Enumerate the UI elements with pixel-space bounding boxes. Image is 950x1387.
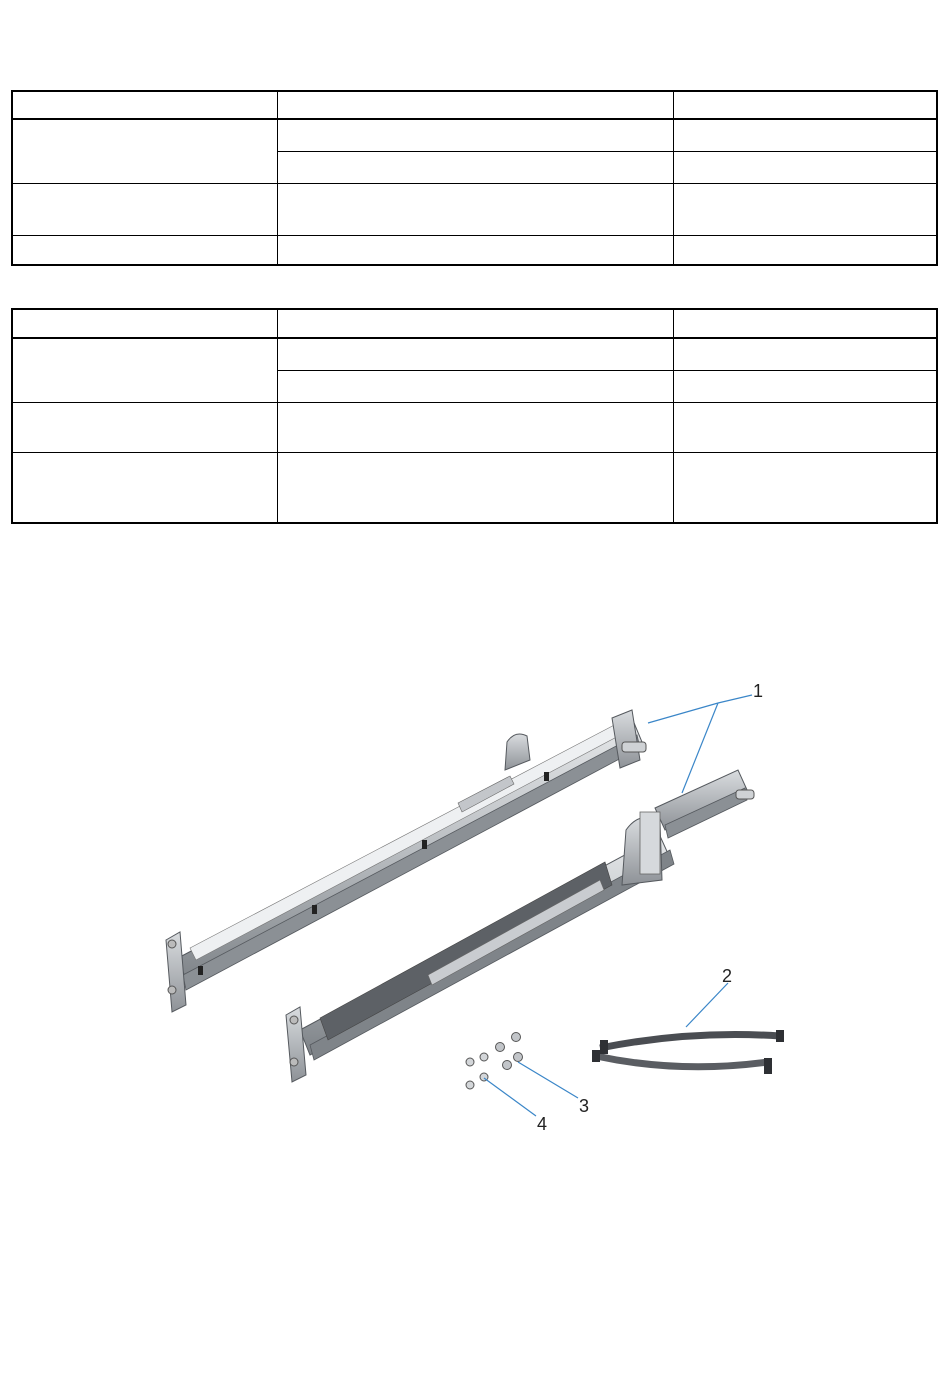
screws [496,1033,523,1070]
table-row [12,183,937,235]
table-cell [673,370,937,402]
table-cell [277,91,673,119]
table-cell [12,119,277,183]
washers [466,1053,488,1089]
table-cell [277,402,673,452]
table-cell [673,119,937,151]
table-header-row [12,309,937,338]
table-cell [673,235,937,265]
table-cell [277,119,673,151]
velcro-straps [592,1030,784,1074]
table-row [12,235,937,265]
table-cell [12,338,277,402]
table-cell [277,452,673,523]
callout-2: 2 [722,966,733,986]
table-cell [673,309,937,338]
table-header-row [12,91,937,119]
table-cell [277,183,673,235]
table-cell [277,370,673,402]
table-cell [673,402,937,452]
spec-table-1 [11,90,938,266]
rail-left [166,710,646,1012]
callout-1: 1 [753,681,764,701]
table-row [12,119,937,151]
callout-3: 3 [579,1096,590,1116]
table-cell [12,91,277,119]
table-cell [12,183,277,235]
table-row [12,338,937,370]
table-cell [673,151,937,183]
table-cell [12,452,277,523]
table-cell [12,309,277,338]
table-cell [12,235,277,265]
table-cell [12,402,277,452]
callout-4: 4 [537,1114,548,1134]
table-cell [673,183,937,235]
rail-kit-illustration [0,560,950,1180]
table-cell [673,91,937,119]
table-cell [673,452,937,523]
table-cell [277,338,673,370]
table-cell [277,151,673,183]
table-row [12,402,937,452]
table-cell [673,338,937,370]
spec-table-2 [11,308,938,524]
table-row [12,452,937,523]
table-cell [277,235,673,265]
table-cell [277,309,673,338]
